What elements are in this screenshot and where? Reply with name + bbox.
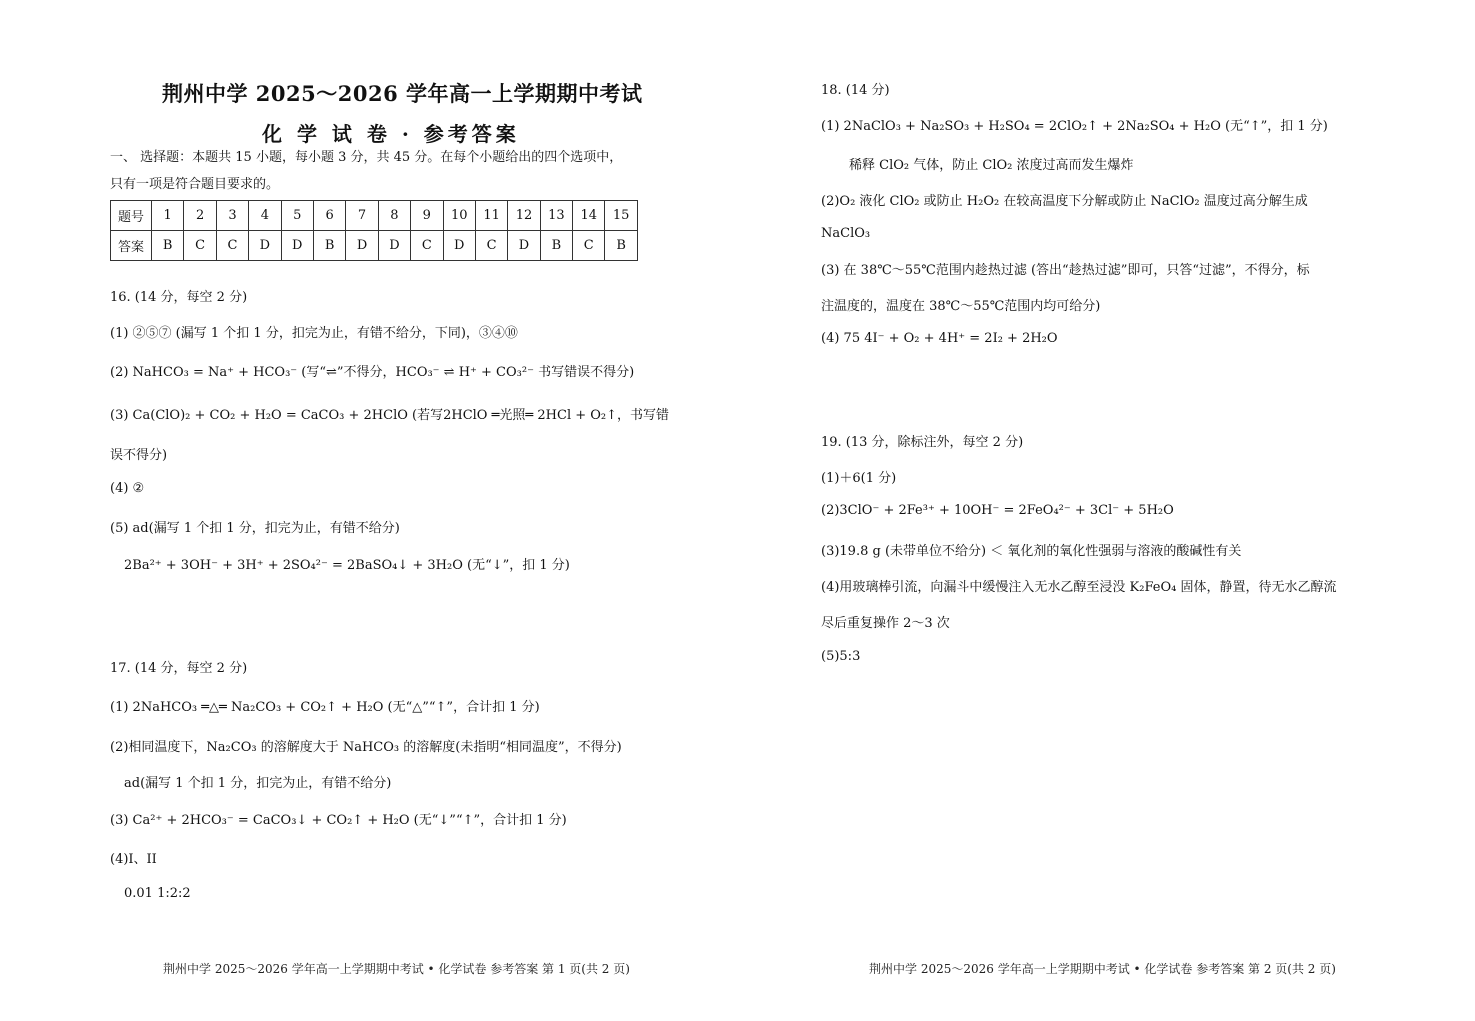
q16-part5: (5) ad(漏写 1 个扣 1 分，扣完为止，有错不给分) xyxy=(110,521,400,536)
table-cell: C xyxy=(411,231,443,261)
q17-heading: 17. (14 分，每空 2 分) xyxy=(110,661,248,676)
q16-part1: (1) ②⑤⑦ (漏写 1 个扣 1 分，扣完为止，有错不给分，下同)，③④⑩ xyxy=(110,326,518,341)
row-header: 题号 xyxy=(111,201,152,231)
q16-part4: (4) ② xyxy=(110,481,145,496)
q19-heading: 19. (13 分，除标注外，每空 2 分) xyxy=(821,435,1024,450)
section1-line1: 一、 选择题：本题共 15 小题，每小题 3 分，共 45 分。在每个小题给出的四个选项中， xyxy=(110,150,623,165)
table-cell: 9 xyxy=(411,201,443,231)
q18-part2: (2)O₂ 液化 ClO₂ 或防止 H₂O₂ 在较高温度下分解或防止 NaClO₂ 温度过高分解生成 xyxy=(821,194,1308,209)
table-cell: D xyxy=(281,231,313,261)
table-cell: C xyxy=(184,231,216,261)
q19-part3: (3)19.8 g (未带单位不给分) ＜ 氧化剂的氧化性强弱与溶液的酸碱性有关 xyxy=(821,544,1242,559)
table-cell: 5 xyxy=(281,201,313,231)
q16-part2: (2) NaHCO₃ = Na⁺ + HCO₃⁻ (写“⇌”不得分，HCO₃⁻ ⇌ H⁺ + CO₃²⁻ 书写错误不得分) xyxy=(110,365,635,380)
page-1 xyxy=(0,0,737,1021)
table-cell: D xyxy=(378,231,410,261)
table-cell: C xyxy=(475,231,507,261)
table-row xyxy=(111,231,638,261)
q19-part2: (2)3ClO⁻ + 2Fe³⁺ + 10OH⁻ = 2FeO₄²⁻ + 3Cl⁻ + 5H₂O xyxy=(821,503,1174,518)
table-cell: 11 xyxy=(475,201,507,231)
q17-part4: (4)I、II xyxy=(110,852,157,867)
q19-part4: (4)用玻璃棒引流，向漏斗中缓慢注入无水乙醇至浸没 K₂FeO₄ 固体，静置，待无水乙醇流 xyxy=(821,580,1337,595)
q17-part3: (3) Ca²⁺ + 2HCO₃⁻ = CaCO₃↓ + CO₂↑ + H₂O (无“↓”“↑”，合计扣 1 分) xyxy=(110,813,567,828)
table-cell: B xyxy=(605,231,637,261)
table-cell: D xyxy=(346,231,378,261)
q19-part1: (1)＋6(1 分) xyxy=(821,471,897,486)
q16-heading: 16. (14 分，每空 2 分) xyxy=(110,290,248,305)
row-header: 答案 xyxy=(111,231,152,261)
table-cell: 6 xyxy=(313,201,345,231)
q17-part2: (2)相同温度下，Na₂CO₃ 的溶解度大于 NaHCO₃ 的溶解度(未指明“相同温度”，不得分) xyxy=(110,740,622,755)
q17-part2-cont: ad(漏写 1 个扣 1 分，扣完为止，有错不给分) xyxy=(124,776,392,791)
table-cell: 4 xyxy=(249,201,281,231)
q18-heading: 18. (14 分) xyxy=(821,83,890,98)
table-cell: 7 xyxy=(346,201,378,231)
answer-table xyxy=(110,200,638,261)
table-cell: 3 xyxy=(216,201,248,231)
table-cell: D xyxy=(443,231,475,261)
exam-subtitle: 化 学 试 卷 · 参考答案 xyxy=(262,122,520,146)
table-cell: D xyxy=(508,231,540,261)
table-cell: C xyxy=(216,231,248,261)
exam-title: 荆州中学 2025～2026 学年高一上学期期中考试 xyxy=(162,81,643,106)
q18-part4: (4) 75 4I⁻ + O₂ + 4H⁺ = 2I₂ + 2H₂O xyxy=(821,331,1058,346)
q16-part3-cont: 误不得分) xyxy=(110,448,168,463)
table-cell: B xyxy=(540,231,572,261)
table-cell: 15 xyxy=(605,201,637,231)
q19-part5: (5)5:3 xyxy=(821,649,861,664)
table-cell: 10 xyxy=(443,201,475,231)
q18-part3: (3) 在 38℃～55℃范围内趁热过滤 (答出“趁热过滤”即可，只答“过滤”，不得分，标 xyxy=(821,263,1310,278)
q18-part1-cont: 稀释 ClO₂ 气体，防止 ClO₂ 浓度过高而发生爆炸 xyxy=(849,158,1134,173)
q16-part3: (3) Ca(ClO)₂ + CO₂ + H₂O = CaCO₃ + 2HClO (若写2HClO ═光照═ 2HCl + O₂↑，书写错 xyxy=(110,408,670,423)
q17-part1: (1) 2NaHCO₃ ═△═ Na₂CO₃ + CO₂↑ + H₂O (无“△”“↑”，合计扣 1 分) xyxy=(110,700,540,715)
table-cell: C xyxy=(573,231,605,261)
page-footer: 荆州中学 2025～2026 学年高一上学期期中考试 • 化学试卷 参考答案 第 2 页(共 2 页) xyxy=(869,962,1336,976)
q18-part3-cont: 注温度的，温度在 38℃～55℃范围内均可给分) xyxy=(821,299,1101,314)
table-cell: B xyxy=(152,231,184,261)
q16-part5-equation: 2Ba²⁺ + 3OH⁻ + 3H⁺ + 2SO₄²⁻ = 2BaSO₄↓ + 3H₂O (无“↓”，扣 1 分) xyxy=(124,558,570,573)
table-cell: 14 xyxy=(573,201,605,231)
table-cell: 13 xyxy=(540,201,572,231)
table-cell: D xyxy=(249,231,281,261)
q19-part4-cont: 尽后重复操作 2～3 次 xyxy=(821,616,950,631)
page-2 xyxy=(737,0,1474,1021)
table-cell: 2 xyxy=(184,201,216,231)
section1-line2: 只有一项是符合题目要求的。 xyxy=(110,177,280,192)
q18-part1: (1) 2NaClO₃ + Na₂SO₃ + H₂SO₄ = 2ClO₂↑ + 2Na₂SO₄ + H₂O (无“↑”，扣 1 分) xyxy=(821,119,1328,134)
table-row xyxy=(111,201,638,231)
table-cell: 8 xyxy=(378,201,410,231)
q18-part2-cont: NaClO₃ xyxy=(821,226,871,241)
table-cell: 1 xyxy=(152,201,184,231)
page-footer: 荆州中学 2025～2026 学年高一上学期期中考试 • 化学试卷 参考答案 第 1 页(共 2 页) xyxy=(163,962,630,976)
table-cell: 12 xyxy=(508,201,540,231)
q17-part4-values: 0.01 1:2:2 xyxy=(124,886,191,901)
table-cell: B xyxy=(313,231,345,261)
